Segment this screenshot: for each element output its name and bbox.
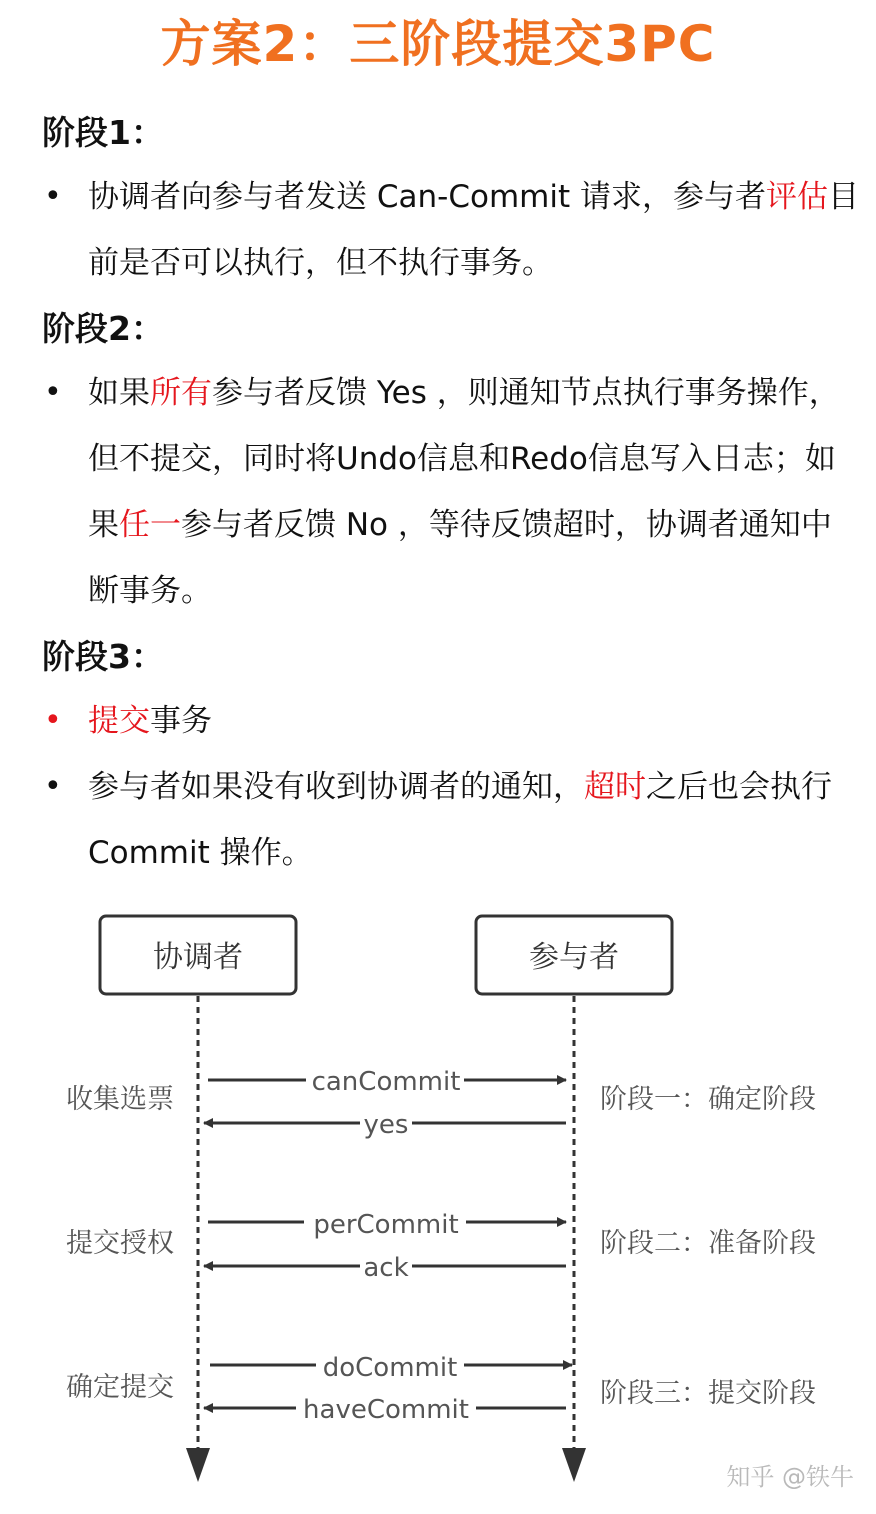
sequence-diagram-svg	[0, 900, 876, 1510]
page-title: 方案2：三阶段提交3PC	[160, 15, 716, 73]
coordinator-actor	[100, 916, 296, 994]
bullet-text: 参与者反馈 No ，等待反馈超时，协调者通知中断事务。	[88, 507, 832, 609]
back-message-3: haveCommit	[303, 1395, 469, 1425]
stages-content	[42, 100, 862, 886]
participant-actor	[476, 916, 672, 994]
bullet-text: 如果	[88, 375, 150, 411]
stage-3-bullet-2	[42, 754, 862, 886]
forward-message-2: perCommit	[313, 1210, 459, 1240]
highlight-text: 超时	[584, 769, 646, 805]
sequence-diagram	[0, 900, 876, 1510]
group-2-left-label: 提交授权	[66, 1228, 174, 1259]
coordinator-label: 协调者	[153, 940, 243, 975]
forward-message-3: doCommit	[322, 1353, 458, 1383]
group-3-left-label: 确定提交	[66, 1372, 174, 1403]
bullet-dot-icon: •	[44, 769, 62, 804]
highlight-text: 所有	[150, 375, 212, 411]
participant-lifeline-arrow-icon	[562, 1448, 586, 1482]
group-3-right-label: 阶段三：提交阶段	[600, 1378, 816, 1409]
bullet-text: 参与者反馈 Yes ，则通知节点执行事务操作，但不提交，同时将Undo信息和Redo信息写入日志；如果	[88, 375, 840, 543]
back-message-1: yes	[363, 1110, 409, 1140]
bullet-text: 事务	[150, 703, 212, 739]
group-2-right-label: 阶段二：准备阶段	[600, 1228, 816, 1259]
coordinator-lifeline-arrow-icon	[186, 1448, 210, 1482]
stage-1-heading: 阶段1：	[42, 113, 164, 152]
bullet-text: 参与者如果没有收到协调者的通知，	[88, 769, 584, 805]
forward-message-1: canCommit	[311, 1067, 461, 1097]
group-1-left-label: 收集选票	[66, 1084, 174, 1115]
stage-3-bullet-1	[42, 688, 862, 754]
stage-1-bullet-1	[42, 164, 862, 296]
bullet-dot-icon: •	[44, 703, 62, 738]
watermark: 知乎 @铁牛	[726, 1463, 854, 1491]
participant-label: 参与者	[529, 940, 619, 975]
stage-2-bullet-1	[42, 360, 862, 624]
stage-3-heading: 阶段3：	[42, 637, 164, 676]
bullet-dot-icon: •	[44, 375, 62, 410]
bullet-text: 目前是否可以执行，但不执行事务。	[88, 179, 859, 281]
stage-2-heading: 阶段2：	[42, 309, 164, 348]
group-1-right-label: 阶段一：确定阶段	[600, 1084, 816, 1115]
bullet-text: 协调者向参与者发送 Can-Commit 请求，参与者	[88, 179, 766, 215]
bullet-text: 之后也会执行 Commit 操作。	[88, 769, 832, 871]
back-message-2: ack	[363, 1253, 409, 1283]
bullet-dot-icon: •	[44, 179, 62, 214]
highlight-text: 任一	[119, 507, 181, 543]
highlight-text: 评估	[765, 179, 828, 215]
highlight-text: 提交	[88, 703, 150, 739]
